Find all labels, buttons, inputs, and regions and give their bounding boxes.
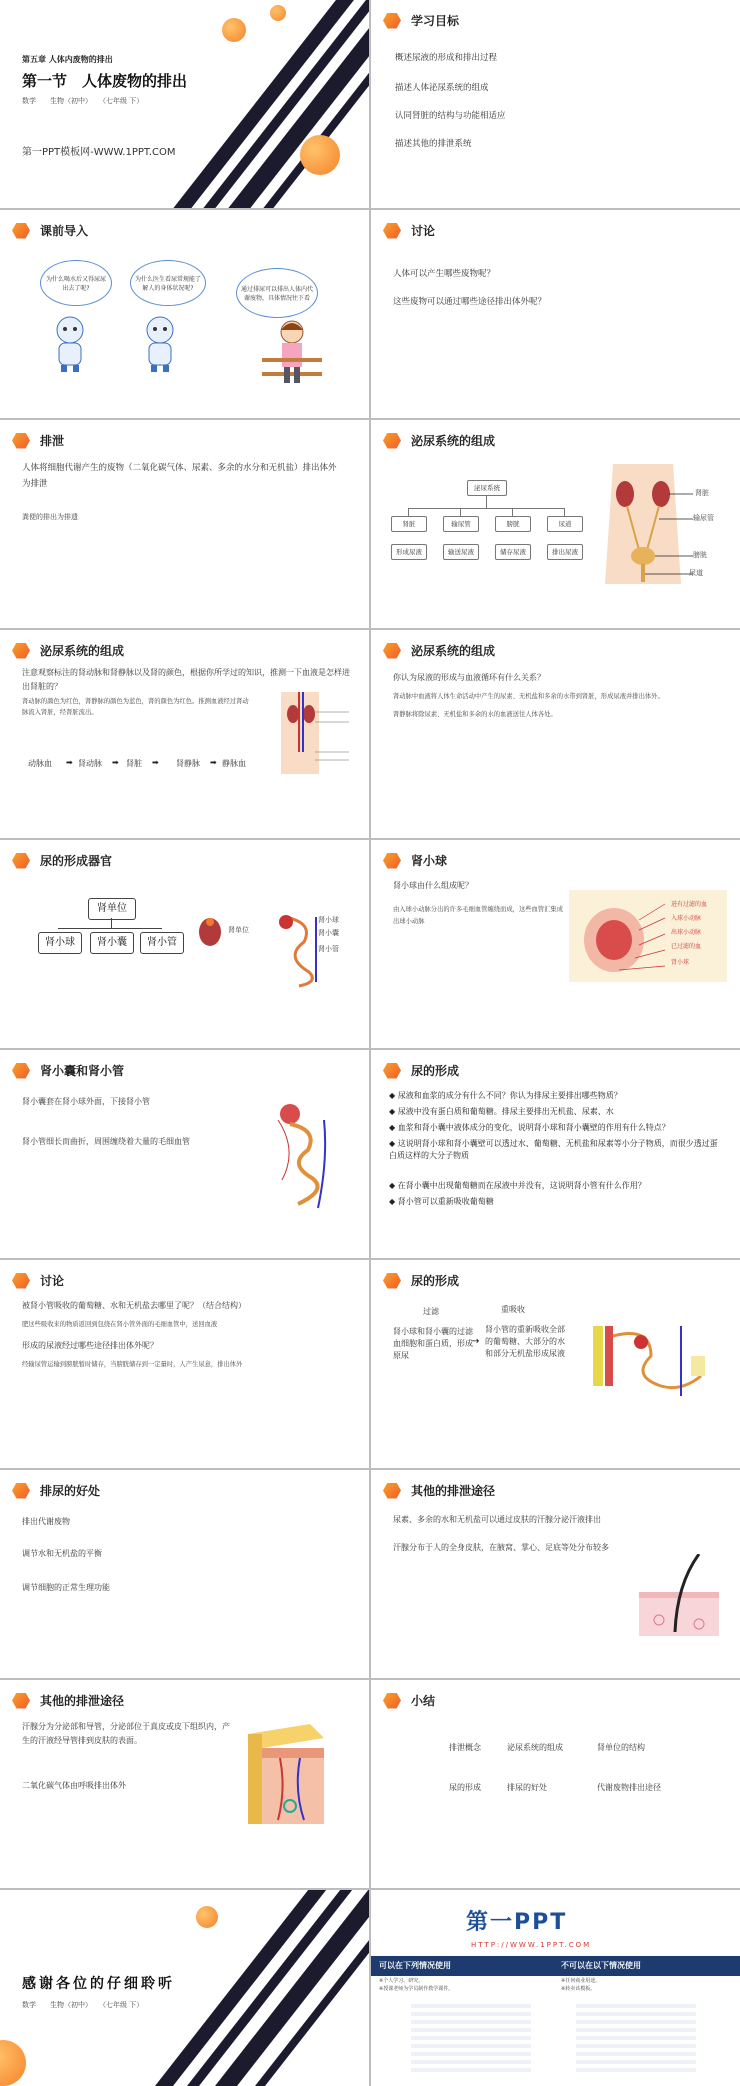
question-text: 这些废物可以通过哪些途径排出体外呢？ [393, 297, 547, 307]
slide-capsule-tubule[interactable] [0, 1050, 369, 1258]
slide-goals[interactable] [371, 0, 740, 208]
hexagon-icon [383, 433, 401, 449]
arrow-right-icon: ➡ [112, 758, 119, 767]
flow-step: 肾动脉 [78, 759, 102, 768]
slide-title: 小结 [411, 1694, 436, 1708]
slide-header [12, 1062, 124, 1079]
teacher-character-icon [262, 318, 322, 388]
anatomy-label: 肾脏 [695, 489, 709, 497]
slide-other-excretion-2[interactable] [0, 1680, 369, 1888]
summary-item: 排泄概念 [449, 1743, 481, 1752]
tree-root: 泌尿系统 [467, 480, 507, 496]
tree-node: 肾小球 [38, 932, 82, 954]
slide-urinary-system-2[interactable] [0, 630, 369, 838]
glomerulus-label: 已过滤的血 [671, 943, 702, 950]
hexagon-icon [12, 433, 30, 449]
tree-node: 膀胱 [495, 516, 531, 532]
slide-header [12, 1272, 64, 1289]
tree-connector [408, 508, 409, 516]
anatomy-label: 尿道 [689, 569, 703, 577]
brand-url[interactable]: HTTP://WWW.1PPT.COM [471, 1941, 592, 1949]
hexagon-icon [383, 1693, 401, 1709]
question-text: 被肾小管吸收的葡萄糖、水和无机盐去哪里了呢？（结合结构） [22, 1301, 246, 1310]
slide-urinary-system-3[interactable] [371, 630, 740, 838]
slide-glomerulus[interactable] [371, 840, 740, 1048]
question-text: 肾小球由什么组成呢？ [393, 881, 473, 890]
benefit-item: 调节水和无机盐的平衡 [22, 1549, 102, 1558]
tree-connector [58, 928, 162, 929]
cover-subject: 数学 生物（初中） （七年级 下） [22, 97, 144, 105]
thought-bubble: 为什么医生看尿常规能了解人的身体状况呢? [130, 260, 206, 306]
cover-website[interactable]: 第一PPT模板网-WWW.1PPT.COM [22, 147, 176, 158]
slide-header [12, 222, 88, 239]
paragraph: 由入球小动脉分出的许多毛细血管缠绕而成，这些血管汇集成出球小动脉 [393, 906, 564, 925]
slide-title: 泌尿系统的组成 [411, 644, 496, 658]
summary-item: 尿的形成 [449, 1783, 481, 1792]
hexagon-icon [12, 1483, 30, 1499]
slide-title: 泌尿系统的组成 [411, 434, 496, 448]
hexagon-icon [383, 1483, 401, 1499]
arrow-right-icon: ➡ [66, 758, 73, 767]
slide-title: 其他的排泄途径 [40, 1694, 125, 1708]
nephron-label: 肾小管 [318, 945, 339, 953]
usage-cannot-item: ※转卖该模板。 [561, 1986, 596, 1992]
slide-header [12, 1482, 100, 1499]
process-description: 肾小管的重新吸收全部的葡萄糖、大部分的水和部分无机盐形成尿液 [485, 1325, 565, 1358]
paragraph: 肾动脉中血液将人体生命活动中产生的尿素、无机盐和多余的水带到肾脏，形成尿液并排出体外。 [393, 693, 664, 700]
glomerulus-label: 入球小动脉 [671, 915, 702, 922]
cartoon-character-icon [50, 314, 90, 374]
definition-text: 粪便的排出为排遗 [22, 513, 78, 521]
urinary-system-illustration [593, 464, 693, 584]
slide-title: 尿的形成器官 [40, 854, 113, 868]
flow-step: 肾静脉 [176, 759, 200, 768]
slide-title: 讨论 [411, 224, 436, 238]
tree-connector [486, 496, 487, 508]
skin-structure-illustration [240, 1720, 330, 1830]
bullet-text: 这说明肾小球和肾小囊壁可以透过水、葡萄糖、无机盐和尿素等小分子物质，而很少透过蛋白质这样的大分子物质 [389, 1139, 718, 1160]
flow-step: 静脉血 [222, 759, 246, 768]
goal-item: 描述其他的排泄系统 [395, 139, 472, 149]
paragraph: 汗腺分布于人的全身皮肤，在腋窝、掌心、足底等处分布较多 [393, 1543, 609, 1552]
kidney-icon [196, 914, 226, 950]
tree-node: 输尿管 [443, 516, 479, 532]
kidney-diagram-illustration [275, 692, 349, 774]
anatomy-label: 膀胱 [693, 551, 707, 559]
flow-step: 动脉血 [28, 759, 52, 768]
paragraph: 尿素、多余的水和无机盐可以通过皮肤的汗腺分泌汗液排出 [393, 1515, 601, 1524]
bullet-item: ◆ 尿液和血浆的成分有什么不同？你认为排尿主要排出哪些物质？ [389, 1091, 622, 1100]
slide-other-excretion-1[interactable] [371, 1470, 740, 1678]
slide-title: 讨论 [40, 1274, 65, 1288]
skin-hair-illustration [639, 1554, 719, 1638]
nephron-tubule-illustration [268, 1100, 338, 1212]
tree-connector [460, 508, 461, 516]
tree-root: 肾单位 [88, 898, 136, 920]
bullet-item: ◆ 这说明肾小球和肾小囊壁可以透过水、葡萄糖、无机盐和尿素等小分子物质，而很少透过蛋白质这样的大分子物质 [389, 1139, 718, 1160]
cover-title: 第一节 人体废物的排出 [22, 72, 188, 90]
slide-title: 排泄 [40, 434, 65, 448]
slide-advertisement[interactable] [371, 1890, 740, 2086]
urine-formation-illustration [591, 1316, 711, 1400]
tree-node: 肾小管 [140, 932, 184, 954]
orange-circle-decoration [300, 135, 340, 175]
slide-header [383, 222, 435, 239]
slide-title: 尿的形成 [411, 1064, 460, 1078]
bullet-text: 肾小管可以重新吸收葡萄糖 [397, 1197, 494, 1206]
paragraph: 二氧化碳气体由呼吸排出体外 [22, 1781, 126, 1790]
answer-text: 经输尿管运输到膀胱暂时储存，当膀胱储存到一定量时，人产生尿意，排出体外 [22, 1361, 243, 1368]
cartoon-character-icon [140, 314, 180, 374]
slide-header [12, 432, 64, 449]
hexagon-icon [12, 1273, 30, 1289]
tree-leaf: 输送尿液 [443, 544, 479, 560]
hexagon-icon [383, 643, 401, 659]
glomerulus-label: 肾小球 [671, 959, 690, 966]
slide-title: 肾小囊和肾小管 [40, 1064, 125, 1078]
tree-node: 尿道 [547, 516, 583, 532]
hexagon-icon [383, 13, 401, 29]
slide-title: 泌尿系统的组成 [40, 644, 125, 658]
goal-item: 概述尿液的形成和排出过程 [395, 53, 498, 63]
orange-circle-decoration [196, 1906, 218, 1928]
tree-connector [111, 918, 112, 928]
thought-bubble: 为什么喝水后又得尿尿出去了呢? [40, 260, 112, 306]
process-label: 重吸收 [501, 1305, 525, 1314]
usage-can-item: ※个人学习、研究。 [379, 1978, 424, 1984]
tree-leaf: 形成尿液 [391, 544, 427, 560]
paragraph: 肾动脉的颜色为红色，肾静脉的颜色为蓝色，肾的颜色为红色。推测血液经过肾动脉流入肾脏，经肾脏流出。 [22, 698, 249, 717]
bullet-text: 在肾小囊中出现葡萄糖而在尿液中并没有，这说明肾小管有什么作用？ [397, 1181, 646, 1190]
hexagon-icon [12, 1063, 30, 1079]
answer-text: 肥这些吸收来的物质返回到包绕在肾小管外面的毛细血管中，送回血液 [22, 1321, 218, 1328]
arrow-right-icon: → [471, 1336, 480, 1347]
slide-header [12, 642, 124, 659]
process-description: 肾小球和肾小囊的过滤血细胞和蛋白质，形成原尿 [393, 1327, 473, 1360]
paragraph: 肾小囊套在肾小球外面，下接肾小管 [22, 1097, 150, 1106]
bullet-text: 尿液和血浆的成分有什么不同？你认为排尿主要排出哪些物质？ [397, 1091, 622, 1100]
slide-discuss-2[interactable] [0, 1260, 369, 1468]
usage-cannot-item: ※任何商业用途。 [561, 1978, 601, 1984]
question-text: 形成的尿液经过哪些途径排出体外呢？ [22, 1341, 158, 1350]
tree-connector [408, 508, 564, 509]
slide-excretion[interactable] [0, 420, 369, 628]
slide-header [383, 642, 495, 659]
hexagon-icon [383, 1273, 401, 1289]
slide-header [12, 852, 112, 869]
tree-connector [564, 508, 565, 516]
hexagon-icon [12, 223, 30, 239]
hexagon-icon [383, 1063, 401, 1079]
glomerulus-label: 进有过滤的血 [671, 901, 708, 908]
thanks-title: 感谢各位的仔细聆听 [22, 1976, 175, 1992]
tree-node: 肾小囊 [90, 932, 134, 954]
bullet-item: ◆ 血浆和肾小囊中液体成分的变化，说明肾小球和肾小囊壁的作用有什么特点？ [389, 1123, 670, 1132]
anatomy-label: 输尿管 [693, 514, 714, 522]
question-text: 你认为尿液的形成与血液循环有什么关系？ [393, 673, 545, 682]
paragraph: 汗腺分为分泌部和导管，分泌部位于真皮或皮下组织内，产生的汗液经导管排到皮肤的表面。 [22, 1722, 230, 1746]
slide-thanks[interactable] [0, 1890, 369, 2086]
summary-item: 泌尿系统的组成 [507, 1743, 563, 1752]
slide-title: 其他的排泄途径 [411, 1484, 496, 1498]
slide-header [383, 12, 459, 29]
tree-connector [512, 508, 513, 516]
brand-logo: 第一PPT [466, 1910, 568, 1935]
thought-bubble: 通过排尿可以排出人体内代谢废物，具体情况往下看 [236, 268, 318, 318]
tree-leaf: 排出尿液 [547, 544, 583, 560]
usage-can-title: 可以在下列情况使用 [379, 1961, 451, 1970]
hexagon-icon [12, 643, 30, 659]
slide-urine-organ[interactable] [0, 840, 369, 1048]
slide-header [383, 1482, 495, 1499]
tree-node: 肾脏 [391, 516, 427, 532]
usage-can-item: ※授课老师为学员制作教学课件。 [379, 1986, 454, 1992]
definition-text: 人体将细胞代谢产生的废物（二氧化碳气体、尿素、多余的水分和无机盐）排出体外为排泄 [22, 463, 337, 490]
link-list-placeholder [411, 2000, 531, 2074]
bullet-text: 血浆和肾小囊中液体成分的变化，说明肾小球和肾小囊壁的作用有什么特点？ [397, 1123, 670, 1132]
bullet-text: 尿液中没有蛋白质和葡萄糖。排尿主要排出无机盐、尿素、水 [397, 1107, 614, 1116]
summary-item: 代谢废物排出途径 [597, 1783, 661, 1792]
hexagon-icon [12, 1693, 30, 1709]
chapter-label: 第五章 人体内废物的排出 [22, 55, 113, 64]
nephron-label: 肾小球 [318, 916, 339, 924]
slide-title: 学习目标 [411, 14, 460, 28]
glomerulus-label: 出球小动脉 [671, 929, 702, 936]
slide-urinary-system-1[interactable] [371, 420, 740, 628]
bullet-item: ◆ 尿液中没有蛋白质和葡萄糖。排尿主要排出无机盐、尿素、水 [389, 1107, 614, 1116]
slide-title: 尿的形成 [411, 1274, 460, 1288]
slide-title: 排尿的好处 [40, 1484, 101, 1498]
tree-leaf: 储存尿液 [495, 544, 531, 560]
hexagon-icon [12, 853, 30, 869]
slide-header [383, 1062, 459, 1079]
slide-header [383, 1692, 435, 1709]
orange-circle-decoration [222, 18, 246, 42]
image-label: 肾单位 [228, 926, 249, 934]
bullet-item: ◆ 肾小管可以重新吸收葡萄糖 [389, 1197, 494, 1206]
slide-header [383, 1272, 459, 1289]
orange-circle-decoration [0, 2040, 26, 2086]
summary-item: 排尿的好处 [507, 1783, 547, 1792]
benefit-item: 调节细胞的正常生理功能 [22, 1583, 110, 1592]
summary-item: 肾单位的结构 [597, 1743, 645, 1752]
slide-urine-formation-1[interactable] [371, 1050, 740, 1258]
slide-urine-formation-2[interactable] [371, 1260, 740, 1468]
link-list-placeholder [576, 2000, 696, 2074]
slide-summary[interactable] [371, 1680, 740, 1888]
slide-title: 肾小球 [411, 854, 448, 868]
usage-cannot-title: 不可以在以下情况使用 [561, 1961, 641, 1970]
arrow-right-icon: ➡ [152, 758, 159, 767]
paragraph: 肾小管细长而曲折，周围缠绕着大量的毛细血管 [22, 1137, 190, 1146]
slide-header [383, 432, 495, 449]
paragraph: 注意观察标注的肾动脉和肾静脉以及肾的颜色，根据你所学过的知识，推测一下血液是怎样进出肾脏的？ [22, 668, 350, 691]
slide-intro[interactable] [0, 210, 369, 418]
nephron-illustration [274, 912, 324, 988]
orange-circle-decoration [270, 5, 286, 21]
goal-item: 认同肾脏的结构与功能相适应 [395, 111, 506, 121]
bullet-item: ◆ 在肾小囊中出现葡萄糖而在尿液中并没有，这说明肾小管有什么作用？ [389, 1181, 646, 1190]
nephron-label: 肾小囊 [318, 929, 339, 937]
slide-cover[interactable] [0, 0, 369, 208]
slide-benefits[interactable] [0, 1470, 369, 1678]
goal-item: 描述人体泌尿系统的组成 [395, 83, 489, 93]
hexagon-icon [383, 223, 401, 239]
hexagon-icon [383, 853, 401, 869]
slide-header [12, 1692, 124, 1709]
question-text: 人体可以产生哪些废物呢？ [393, 269, 496, 279]
process-label: 过滤 [423, 1307, 439, 1316]
flow-step: 肾脏 [126, 759, 142, 768]
arrow-right-icon: ➡ [210, 758, 217, 767]
slide-title: 课前导入 [40, 224, 89, 238]
slide-discuss-1[interactable] [371, 210, 740, 418]
slide-header [383, 852, 447, 869]
paragraph: 肾静脉将除尿素、无机盐和多余的水的血液送往人体各处。 [393, 711, 557, 718]
benefit-item: 排出代谢废物 [22, 1517, 70, 1526]
thanks-subject: 数学 生物（初中） （七年级 下） [22, 2001, 144, 2009]
